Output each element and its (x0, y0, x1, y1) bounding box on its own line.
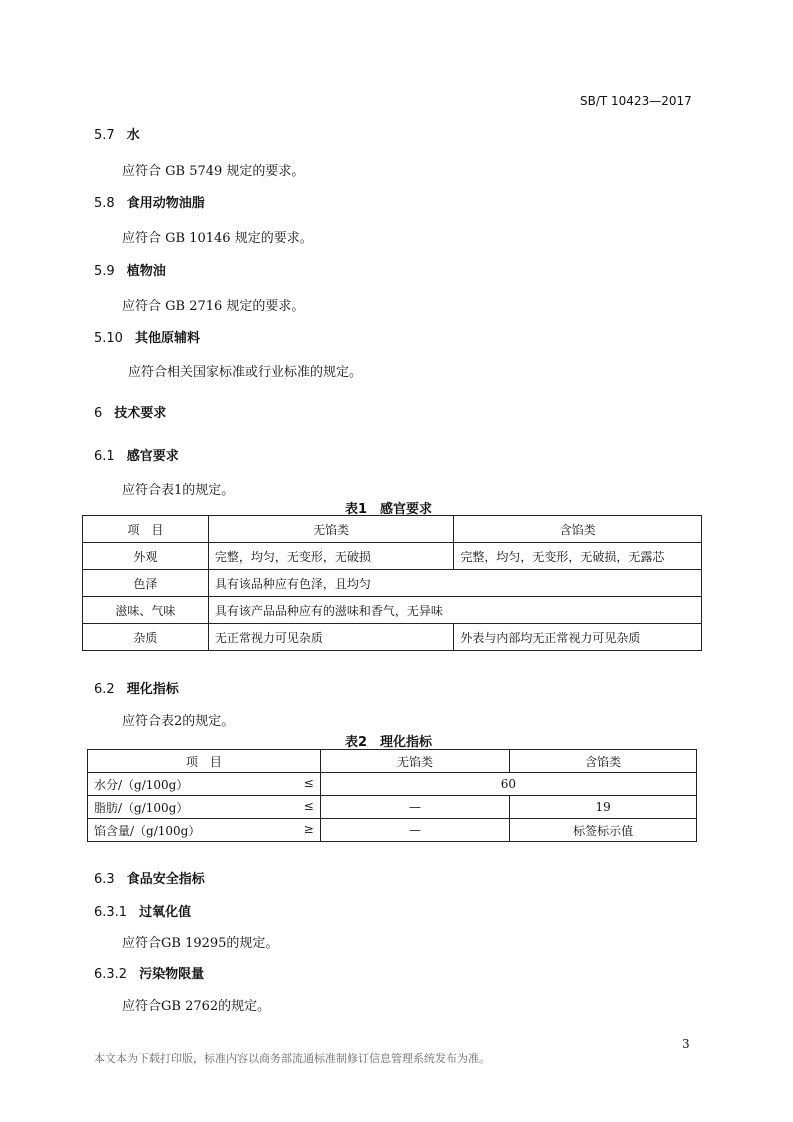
paragraph-6-2: 应符合表2的规定。 (122, 714, 235, 729)
value-cell: 19 (510, 796, 697, 819)
section-number: 5.10 (94, 331, 123, 346)
header-cell: 项 目 (88, 750, 321, 773)
item-cell (88, 819, 321, 842)
paragraph-5-9: 应符合 GB 2716 规定的要求。 (122, 299, 305, 314)
comparison-symbol: ≥ (303, 821, 314, 836)
section-title: 污染物限量 (139, 967, 205, 982)
item-cell: 外观 (83, 543, 209, 570)
value-cell: 无正常视力可见杂质 (208, 624, 454, 651)
section-title: 食品安全指标 (126, 872, 205, 887)
header-cell: 无馅类 (208, 516, 454, 543)
section-number: 5.8 (94, 196, 115, 211)
section-number: 6.3.1 (94, 905, 128, 920)
heading-6-1 (94, 445, 179, 464)
header-cell: 无馅类 (320, 750, 510, 773)
heading-5-9 (94, 260, 166, 279)
standard-number: SB/T 10423—2017 (580, 94, 692, 108)
section-number: 5.9 (94, 264, 115, 279)
heading-5-7 (94, 124, 140, 143)
section-title: 感官要求 (126, 449, 179, 464)
item-cell (88, 773, 321, 796)
table-row (88, 819, 697, 842)
table-row (83, 597, 702, 624)
table-row (83, 624, 702, 651)
section-number: 6.3 (94, 872, 115, 887)
physicochemical-table (87, 749, 697, 842)
section-title: 过氧化值 (139, 905, 192, 920)
header-cell: 含馅类 (454, 516, 702, 543)
section-title: 理化指标 (126, 682, 179, 697)
value-cell: — (320, 819, 510, 842)
table-row (88, 796, 697, 819)
paragraph-5-7: 应符合 GB 5749 规定的要求。 (122, 164, 305, 179)
table1-caption: 表1 感官要求 (345, 502, 433, 517)
heading-5-8 (94, 192, 205, 211)
section-number: 6 (94, 406, 103, 421)
item-label: 馅含量/（g/100g） (94, 823, 201, 838)
value-cell: 外表与内部均无正常视力可见杂质 (454, 624, 702, 651)
heading-6 (94, 402, 166, 421)
page-number: 3 (682, 1037, 690, 1051)
heading-5-10 (94, 327, 200, 346)
paragraph-5-8: 应符合 GB 10146 规定的要求。 (122, 231, 313, 246)
section-title: 其他原辅料 (134, 331, 200, 346)
value-cell: 60 (320, 773, 696, 796)
section-number: 5.7 (94, 128, 115, 143)
paragraph-6-1: 应符合表1的规定。 (122, 483, 235, 498)
paragraph-6-3-2: 应符合GB 2762的规定。 (122, 999, 271, 1014)
value-cell: 完整，均匀，无变形，无破损，无露芯 (454, 543, 702, 570)
heading-6-2 (94, 678, 179, 697)
header-cell: 含馅类 (510, 750, 697, 773)
table-header-row (88, 750, 697, 773)
item-cell: 滋味、气味 (83, 597, 209, 624)
item-cell: 杂质 (83, 624, 209, 651)
section-title: 技术要求 (114, 406, 167, 421)
section-title: 食用动物油脂 (126, 196, 205, 211)
table-header-row (83, 516, 702, 543)
section-number: 6.3.2 (94, 967, 128, 982)
item-cell: 色泽 (83, 570, 209, 597)
section-number: 6.1 (94, 449, 115, 464)
paragraph-5-10: 应符合相关国家标准或行业标准的规定。 (128, 365, 363, 380)
item-label: 脂肪/（g/100g） (94, 800, 189, 815)
table-row (83, 543, 702, 570)
value-cell: — (320, 796, 510, 819)
value-cell: 具有该品种应有色泽，且均匀 (208, 570, 701, 597)
value-cell: 具有该产品品种应有的滋味和香气，无异味 (208, 597, 701, 624)
comparison-symbol: ≤ (303, 775, 314, 790)
table-row (83, 570, 702, 597)
section-title: 植物油 (126, 264, 166, 279)
table-row (88, 773, 697, 796)
value-cell: 完整，均匀，无变形，无破损 (208, 543, 454, 570)
section-number: 6.2 (94, 682, 115, 697)
header-cell: 项 目 (83, 516, 209, 543)
item-label: 水分/（g/100g） (94, 777, 189, 792)
heading-6-3 (94, 868, 205, 887)
table2-caption: 表2 理化指标 (345, 735, 433, 750)
heading-6-3-2 (94, 963, 204, 982)
comparison-symbol: ≤ (303, 798, 314, 813)
item-cell (88, 796, 321, 819)
sensory-table (82, 515, 702, 651)
paragraph-6-3-1: 应符合GB 19295的规定。 (122, 936, 279, 951)
section-title: 水 (126, 128, 140, 143)
footer-note: 本文本为下载打印版，标准内容以商务部流通标准制修订信息管理系统发布为准。 (94, 1052, 490, 1065)
heading-6-3-1 (94, 901, 191, 920)
value-cell: 标签标示值 (510, 819, 697, 842)
